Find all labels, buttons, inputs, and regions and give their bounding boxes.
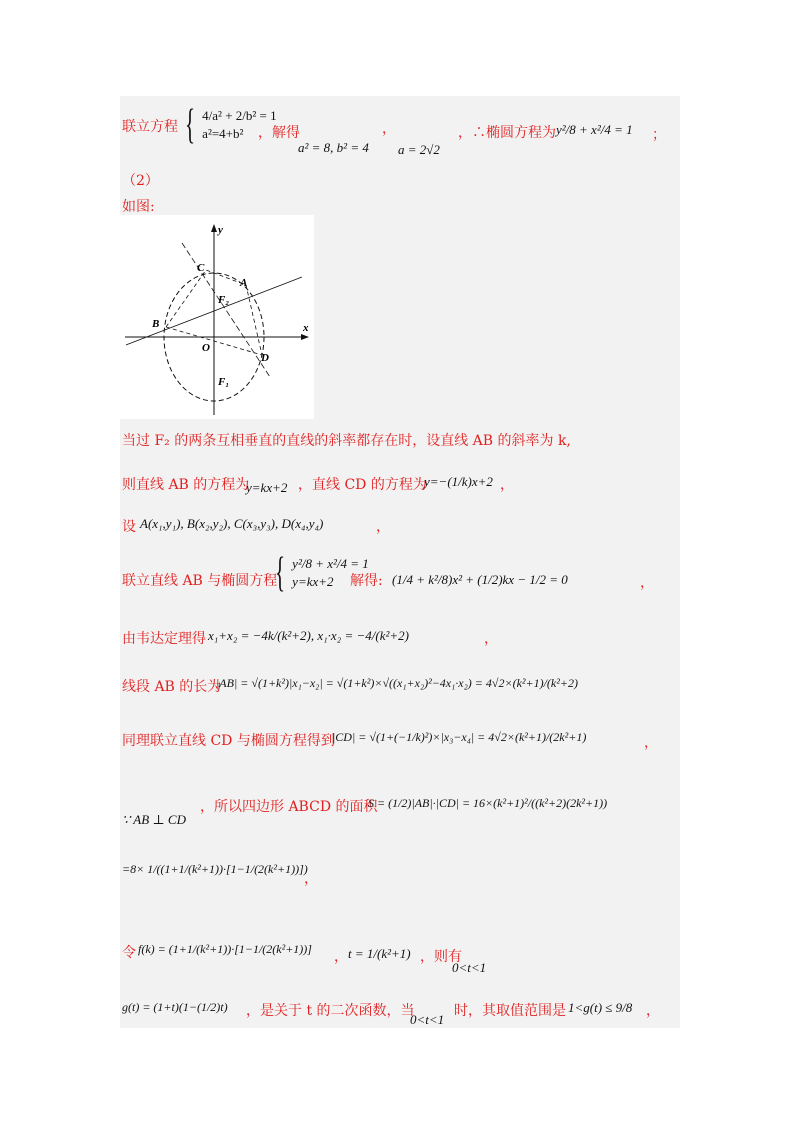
comma: ， xyxy=(376,519,390,535)
comma: ， xyxy=(500,477,514,493)
comma: ， xyxy=(334,949,348,965)
point-b-label: B xyxy=(152,318,160,330)
system-row-1: 4/a² + 2/b² = 1 xyxy=(202,108,277,123)
slope-assumption: 当过 F₂ 的两条互相垂直的直线的斜率都存在时，设直线 AB 的斜率为 k, xyxy=(122,433,571,449)
comma: ， xyxy=(484,631,498,647)
vieta-label: 由韦达定理得 xyxy=(122,631,206,647)
cd-line-label: ，直线 CD 的方程为 xyxy=(298,477,427,493)
part-two-label: （2） xyxy=(122,173,159,189)
ab-line-equation: y=kx+2 xyxy=(246,480,288,495)
system-ab-label: 联立直线 AB 与椭圆方程 xyxy=(122,573,278,589)
ab-length-formula: |AB| = √(1+k²)|x₁−x₂| = √(1+k²)×√((x₁+x₂)²−4x₁·x₂) = 4√2×(k²+1)/(k²+2) xyxy=(216,676,578,690)
ellipse-equation: y²/8 + x²/4 = 1 xyxy=(556,122,633,137)
vieta-formula: x₁+x₂ = −4k/(k²+2), x₁·x₂ = −4/(k²+2) xyxy=(208,628,409,643)
result-a-b: a² = 8, b² = 4 xyxy=(298,140,369,155)
ab-length-label: 线段 AB 的长为 xyxy=(122,679,222,695)
line-cd xyxy=(182,243,270,377)
separator: ， xyxy=(382,121,396,137)
system-ab-row-1: y²/8 + x²/4 = 1 xyxy=(292,556,369,571)
figure-label: 如图: xyxy=(122,199,155,215)
let-label: 令 xyxy=(122,945,136,961)
y-axis-label: y xyxy=(218,224,223,236)
quadratic-note: ，是关于 t 的二次函数，当 xyxy=(246,1003,415,1019)
point-c-label: C xyxy=(197,262,205,274)
point-f1-label: F₁ xyxy=(218,376,230,388)
cd-length-label: 同理联立直线 CD 与椭圆方程得到 xyxy=(122,733,335,749)
system-of-equations-1: { 4/a² + 2/b² = 1 a²=4+b² xyxy=(185,102,277,148)
semicolon: ； xyxy=(652,127,666,143)
geometry-figure xyxy=(120,215,314,419)
perpendicular-condition: ∵ AB ⊥ CD xyxy=(122,812,186,827)
solved-label: ，解得 xyxy=(258,125,300,141)
g-range-result: 1<g(t) ≤ 9/8 xyxy=(568,1000,633,1015)
cd-line-equation: y=−(1/k)x+2 xyxy=(424,474,493,489)
origin-label: O xyxy=(202,342,210,354)
ellipse-conclusion: ，∴椭圆方程为 xyxy=(458,125,556,141)
point-a-label: A xyxy=(240,277,248,289)
area-label: ，所以四边形 ABCD 的面积 xyxy=(200,799,378,815)
system-row-2: a²=4+b² xyxy=(202,126,244,141)
comma: ， xyxy=(304,871,318,887)
ab-line-label: 则直线 AB 的方程为 xyxy=(122,477,250,493)
area-simplified: =8× 1/((1+1/(k²+1))·[1−1/(2(k²+1))]) xyxy=(122,862,308,876)
range-label: 时，其取值范围是 xyxy=(454,1003,566,1019)
g-t-definition: g(t) = (1+t)(1−(1/2)t) xyxy=(122,1000,228,1014)
ellipse-diagram xyxy=(120,215,314,419)
f-k-definition: f(k) = (1+1/(k²+1))·[1−1/(2(k²+1))] xyxy=(138,942,312,956)
x-axis-label: x xyxy=(303,322,309,334)
system-ab: { y²/8 + x²/4 = 1 y=kx+2 xyxy=(275,550,369,596)
t-range: 0<t<1 xyxy=(452,960,487,975)
solve-label: 解得: xyxy=(350,573,383,589)
condition-range: 0<t<1 xyxy=(410,1012,445,1027)
comma: ， xyxy=(644,735,658,751)
result-a: a = 2√2 xyxy=(398,142,440,157)
comma: ， xyxy=(640,575,654,591)
system-prefix: 联立方程 xyxy=(122,119,178,135)
system-ab-row-2: y=kx+2 xyxy=(292,574,334,589)
comma: ， xyxy=(646,1003,660,1019)
x-axis-arrow xyxy=(301,334,309,340)
y-axis-arrow xyxy=(211,224,217,232)
point-d-label: D xyxy=(261,352,269,364)
t-substitution: t = 1/(k²+1) xyxy=(348,946,411,961)
points-label: 设 xyxy=(122,519,136,535)
then-label: ，则有 xyxy=(420,949,462,965)
area-formula: S = (1/2)|AB|·|CD| = 16×(k²+1)²/((k²+2)(2k²+1)) xyxy=(368,796,608,810)
quadratic-equation: (1/4 + k²/8)x² + (1/2)kx − 1/2 = 0 xyxy=(392,572,568,587)
cd-length-formula: |CD| = √(1+(−1/k)²)×|x₃−x₄| = 4√2×(k²+1)/(2k²+1) xyxy=(332,730,587,744)
point-f2-label: F₂ xyxy=(218,294,230,306)
points-definition: A(x₁,y₁), B(x₂,y₂), C(x₃,y₃), D(x₄,y₄) xyxy=(140,516,324,531)
